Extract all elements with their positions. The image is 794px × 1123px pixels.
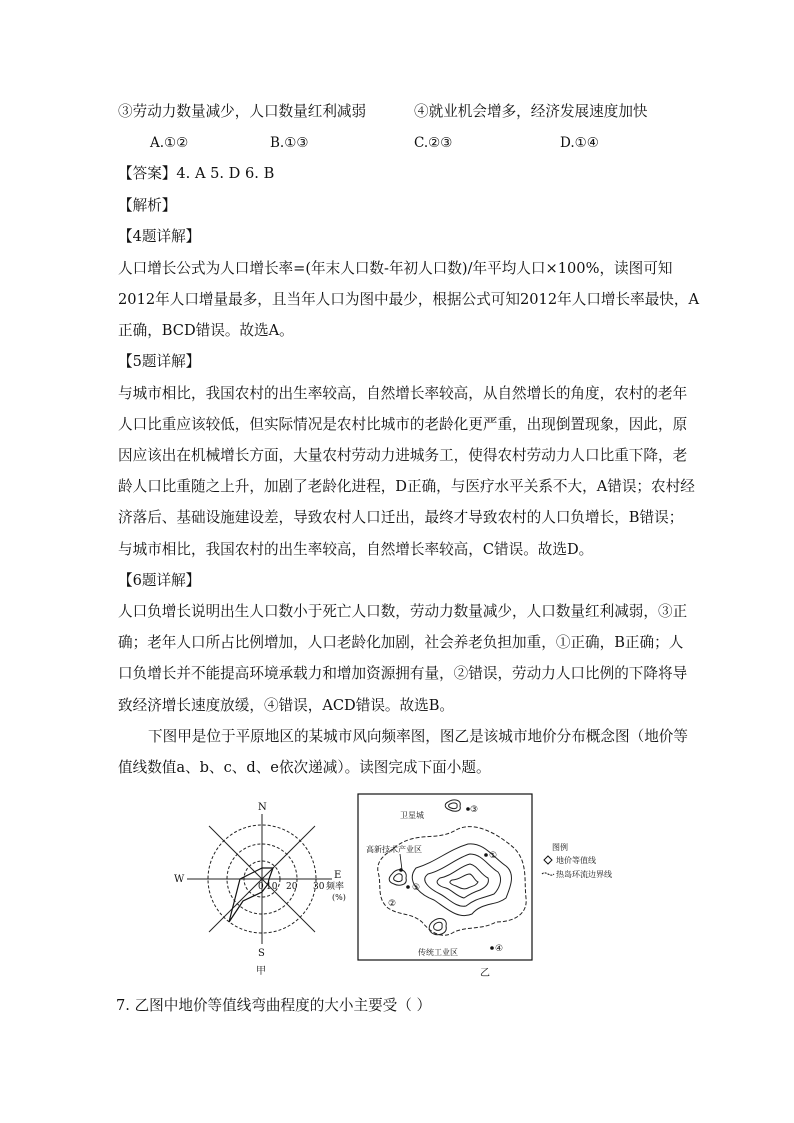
q4-line-2: 2012年人口增量最多，且当年人口为图中最少，根据公式可知2012年人口增长率最快，A <box>118 291 700 308</box>
choice-c: C.②③ <box>414 135 453 151</box>
legend-heat-symbol <box>542 873 554 875</box>
hitech-label: 高新技术产业区 <box>366 845 422 854</box>
dir-s-label: S <box>258 948 265 959</box>
q4-line-1: 人口增长公式为人口增长率=(年末人口数-年初人口数)/年平均人口×100%，读图可知 <box>118 260 673 277</box>
dir-n-label: N <box>258 802 267 813</box>
legend-title: 图例 <box>552 843 568 852</box>
marker-2: ② <box>388 899 397 909</box>
q5-title: 【5题详解】 <box>118 353 201 370</box>
caption-jia: 甲 <box>256 966 266 977</box>
wind-rose-figure <box>172 788 362 978</box>
q7-stem: 7. 乙图中地价等值线弯曲程度的大小主要受（ ） <box>116 997 432 1014</box>
caption-yi: 乙 <box>480 968 490 979</box>
q5-line-2: 人口比重应该较低，但实际情况是农村比城市的老龄化更严重，出现倒置现象，因此，原 <box>118 416 688 433</box>
freq-unit: (%) <box>332 893 346 902</box>
q6-title: 【6题详解】 <box>118 572 201 589</box>
marker-5: ⑤ <box>412 883 421 893</box>
analysis-title: 【解析】 <box>118 197 177 214</box>
tick-0: 0 <box>258 882 264 892</box>
marker-4: ④ <box>495 944 504 954</box>
q5-line-3: 因应该出在机械增长方面，大量农村劳动力进城务工，使得农村劳动力人口比重下降，老 <box>118 447 688 464</box>
choice-b: B.①③ <box>270 135 309 151</box>
option-item-3: ③劳动力数量减少，人口数量红利减弱 <box>118 103 367 120</box>
intro-line-2: 值线数值a、b、c、d、e依次递减）。读图完成下面小题。 <box>118 759 491 776</box>
legend-contour-symbol <box>544 856 552 864</box>
q5-line-1: 与城市相比，我国农村的出生率较高，自然增长率较高，从自然增长的角度，农村的老年 <box>118 385 688 402</box>
marker-3: ③ <box>470 805 479 815</box>
q4-line-3: 正确，BCD错误。故选A。 <box>118 322 294 339</box>
tick-20: 20 <box>286 882 298 892</box>
q6-line-2: 确；老年人口所占比例增加，人口老龄化加剧，社会养老负担加重，①正确，B正确；人 <box>118 634 684 651</box>
q4-title: 【4题详解】 <box>118 228 201 245</box>
freq-label: 频率 <box>326 882 345 892</box>
intro-line-1: 下图甲是位于平原地区的某城市风向频率图，图乙是该城市地价分布概念图（地价等 <box>148 728 688 745</box>
dir-w-label: W <box>174 874 185 885</box>
dir-e-label: E <box>334 870 342 881</box>
choice-a: A.①② <box>150 135 189 151</box>
tick-30: 30 <box>313 882 325 892</box>
q6-line-4: 致经济增长速度放缓，④错误，ACD错误。故选B。 <box>118 697 455 714</box>
q5-line-4: 龄人口比重随之上升，加剧了老龄化进程，D正确，与医疗水平关系不大，A错误；农村经 <box>118 478 695 495</box>
answer-line: 【答案】4. A 5. D 6. B <box>118 165 275 182</box>
land-price-map-figure <box>356 790 656 980</box>
q5-line-6: 与城市相比，我国农村的出生率较高，自然增长率较高，C错误。故选D。 <box>118 541 594 558</box>
tick-10: 10 <box>266 882 278 892</box>
option-item-4: ④就业机会增多，经济发展速度加快 <box>414 103 648 120</box>
q6-line-1: 人口负增长说明出生人口数小于死亡人口数，劳动力数量减少，人口数量红利减弱，③正 <box>118 603 688 620</box>
marker-1: ① <box>489 851 498 861</box>
q5-line-5: 济落后、基础设施建设差，导致农村人口迁出，最终才导致农村的人口负增长，B错误； <box>118 509 684 526</box>
satellite-city-label: 卫星城 <box>400 811 424 820</box>
choice-d: D.①④ <box>560 135 599 151</box>
traditional-industry-label: 传统工业区 <box>418 948 458 957</box>
legend-heat-label: 热岛环流边界线 <box>556 870 612 879</box>
legend-contour-label: 地价等值线 <box>556 856 596 865</box>
q6-line-3: 口负增长并不能提高环境承载力和增加资源拥有量，②错误，劳动力人口比例的下降将导 <box>118 665 688 682</box>
